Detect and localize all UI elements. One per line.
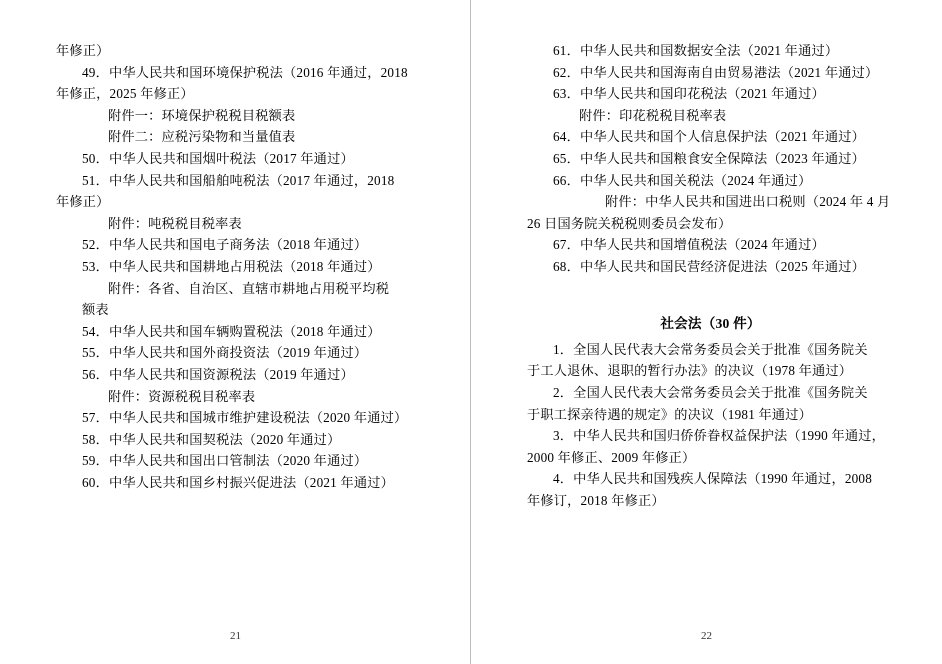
document-line: 54．中华人民共和国车辆购置税法（2018 年通过） bbox=[82, 323, 381, 339]
left-page-content bbox=[56, 40, 423, 493]
document-line: 附件：吨税税目税率表 bbox=[108, 215, 242, 231]
document-line: 2．全国人民代表大会常务委员会关于批准《国务院关 bbox=[553, 384, 868, 400]
spacer bbox=[527, 278, 894, 300]
document-line: 67．中华人民共和国增值税法（2024 年通过） bbox=[553, 237, 825, 253]
document-line: 3．中华人民共和国归侨侨眷权益保护法（1990 年通过， bbox=[553, 428, 885, 444]
document-line: 附件：中华人民共和国进出口税则（2024 年 4 月 bbox=[605, 194, 891, 210]
document-line: 51．中华人民共和国船舶吨税法（2017 年通过，2018 bbox=[82, 172, 395, 188]
document-line: 附件二：应税污染物和当量值表 bbox=[108, 129, 296, 145]
document-line: 49．中华人民共和国环境保护税法（2016 年通过，2018 bbox=[82, 64, 408, 80]
document-line: 附件一：环境保护税税目税额表 bbox=[108, 107, 296, 123]
document-line: 60．中华人民共和国乡村振兴促进法（2021 年通过） bbox=[82, 474, 395, 490]
document-line: 年修正，2025 年修正） bbox=[56, 86, 194, 102]
document-line: 50．中华人民共和国烟叶税法（2017 年通过） bbox=[82, 150, 354, 166]
document-line: 62．中华人民共和国海南自由贸易港法（2021 年通过） bbox=[553, 64, 879, 80]
document-line: 55．中华人民共和国外商投资法（2019 年通过） bbox=[82, 345, 368, 361]
document-line: 68．中华人民共和国民营经济促进法（2025 年通过） bbox=[553, 258, 866, 274]
document-line: 额表 bbox=[82, 302, 109, 318]
document-line: 52．中华人民共和国电子商务法（2018 年通过） bbox=[82, 237, 368, 253]
document-line: 63．中华人民共和国印花税法（2021 年通过） bbox=[553, 86, 825, 102]
document-line: 56．中华人民共和国资源税法（2019 年通过） bbox=[82, 366, 354, 382]
document-line: 58．中华人民共和国契税法（2020 年通过） bbox=[82, 431, 341, 447]
right-list-before-heading bbox=[527, 40, 894, 278]
right-page-content bbox=[527, 40, 894, 511]
document-line: 附件：资源税税目税率表 bbox=[108, 388, 256, 404]
document-line: 2000 年修正、2009 年修正） bbox=[527, 449, 696, 465]
document-line: 61．中华人民共和国数据安全法（2021 年通过） bbox=[553, 43, 839, 58]
document-line: 65．中华人民共和国粮食安全保障法（2023 年通过） bbox=[553, 150, 866, 166]
document-line: 附件：各省、自治区、直辖市耕地占用税平均税 bbox=[108, 280, 390, 296]
document-line: 4．中华人民共和国残疾人保障法（1990 年通过，2008 bbox=[553, 471, 873, 487]
document-line: 于职工探亲待遇的规定》的决议（1981 年通过） bbox=[527, 406, 813, 422]
document-line: 57．中华人民共和国城市维护建设税法（2020 年通过） bbox=[82, 410, 408, 426]
document-line: 66．中华人民共和国关税法（2024 年通过） bbox=[553, 172, 812, 188]
document-line: 年修正） bbox=[56, 43, 110, 58]
document-line: 年修订，2018 年修正） bbox=[527, 492, 665, 508]
document-line: 1．全国人民代表大会常务委员会关于批准《国务院关 bbox=[553, 341, 868, 357]
document-line: 年修正） bbox=[56, 194, 110, 210]
document-line: 59．中华人民共和国出口管制法（2020 年通过） bbox=[82, 453, 368, 469]
document-line: 于工人退休、退职的暂行办法》的决议（1978 年通过） bbox=[527, 363, 853, 379]
document-line: 26 日国务院关税税则委员会发布） bbox=[527, 215, 732, 231]
page-number-left: 21 bbox=[230, 630, 241, 642]
right-page bbox=[471, 0, 942, 664]
document-line: 53．中华人民共和国耕地占用税法（2018 年通过） bbox=[82, 258, 381, 274]
right-list-after-heading bbox=[527, 339, 894, 512]
page-number-right: 22 bbox=[701, 630, 712, 642]
document-line: 64．中华人民共和国个人信息保护法（2021 年通过） bbox=[553, 129, 866, 145]
document-line: 附件：印花税税目税率表 bbox=[579, 107, 727, 123]
section-heading-social-law: 社会法（30 件） bbox=[660, 316, 761, 332]
